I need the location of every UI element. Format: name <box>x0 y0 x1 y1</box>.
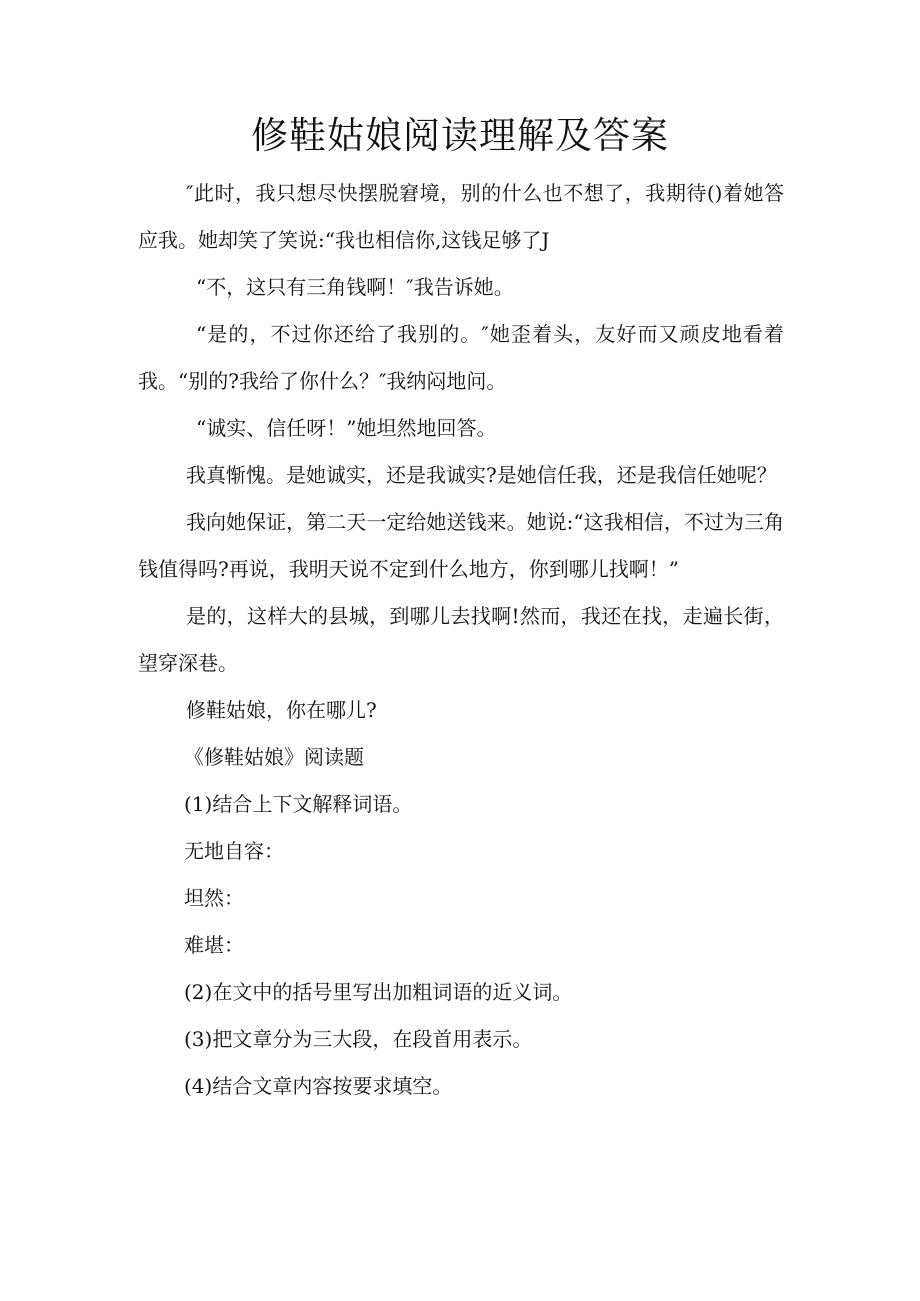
paragraph: 修鞋姑娘，你在哪儿? <box>186 698 377 722</box>
question: (3)把文章分为三大段，在段首用表示。 <box>184 1027 533 1051</box>
paragraph: 是的，这样大的县城，到哪儿去找啊!然而，我还在找，走遍长街，望穿深巷。 <box>138 604 784 675</box>
paragraph: “诚实、信任呀！”她坦然地回答。 <box>196 416 497 440</box>
exercise-heading: 《修鞋姑娘》阅读题 <box>184 745 364 769</box>
question-term: 难堪： <box>184 933 244 957</box>
paragraph: 我真惭愧。是她诚实，还是我诚实?是她信任我，还是我信任她呢？ <box>186 463 777 487</box>
question: (2)在文中的括号里写出加粗词语的近义词。 <box>184 980 573 1004</box>
paragraph: 我向她保证，第二天一定给她送钱来。她说:“这我相信，不过为三角钱值得吗?再说，我明天说不定到什么地方，你到哪儿找啊！” <box>138 510 784 581</box>
question-term: 无地自容： <box>184 839 284 863</box>
question-term: 坦然： <box>184 886 244 910</box>
paragraph: “是的，不过你还给了我别的。″她歪着头，友好而又顽皮地看着我。“别的?我给了你什么？″我纳闷地问。 <box>138 322 784 393</box>
document-body <box>138 170 784 1110</box>
question: (1)结合上下文解释词语。 <box>184 792 413 816</box>
question: (4)结合文章内容按要求填空。 <box>184 1074 453 1098</box>
paragraph: ″此时，我只想尽快摆脱窘境，别的什么也不想了，我期待()着她答应我。她却笑了笑说:“我也相信你,这钱足够了J <box>138 181 784 252</box>
paragraph: “不，这只有三角钱啊！″我告诉她。 <box>196 275 514 299</box>
document-title: 修鞋姑娘阅读理解及答案 <box>251 114 669 157</box>
